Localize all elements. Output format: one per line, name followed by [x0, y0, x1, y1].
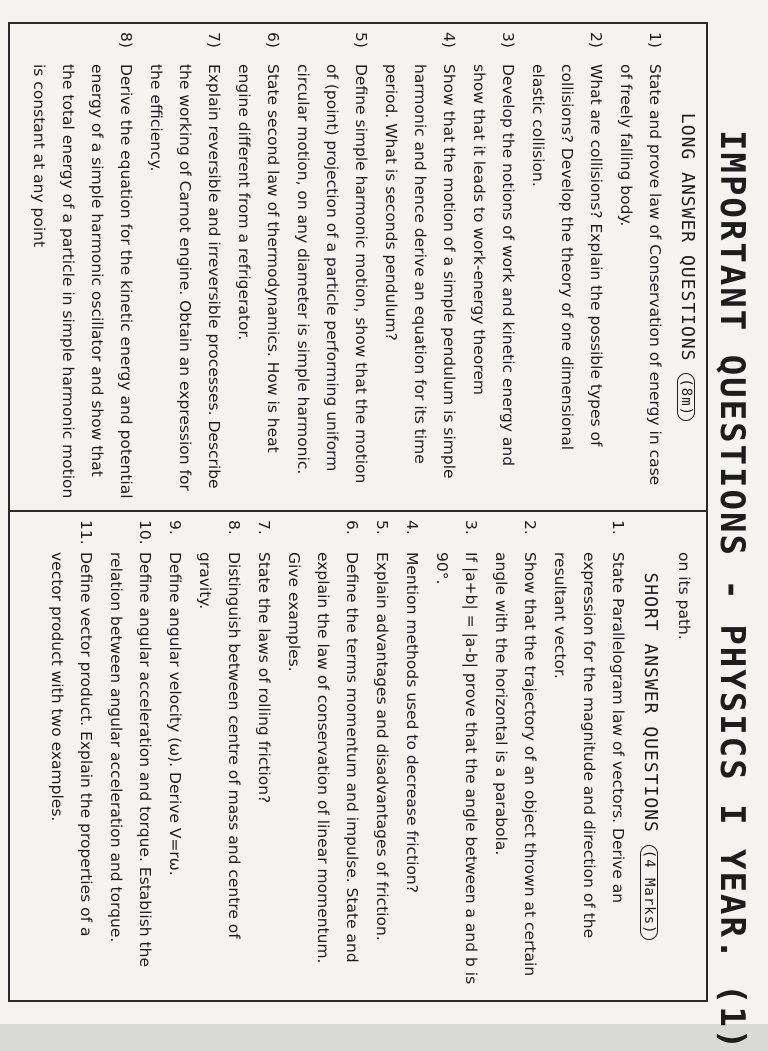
question-number: 1.	[609, 520, 627, 535]
question-text: Derive the equation for the kinetic energy and potential energy of a simple harmonic oscillator and show that the total energy of a particle in simple harmonic motion is constant at any point	[30, 64, 135, 499]
question-number: 7)	[205, 32, 223, 48]
question-number: 2)	[587, 32, 605, 48]
list-item	[464, 32, 522, 500]
question-text: Define simple harmonic motion, show that the motion of (point) projection of a particle performing uniform circular motion, on any diameter is simple harmonic.	[294, 64, 370, 484]
question-number: 10.	[136, 520, 154, 545]
question-number: 6.	[343, 520, 361, 535]
short-answer-marks-badge: (4 Marks)	[640, 845, 658, 940]
list-item	[42, 520, 100, 990]
question-text: Show that the motion of a simple pendulum is simple harmonic and hence derive an equation for its time period. What is seconds pendulum?	[382, 64, 458, 479]
long-answer-panel	[8, 22, 708, 512]
question-number: 3)	[499, 32, 517, 48]
question-text: State second law of thermodynamics. How is heat engine different from a refrigerator.	[235, 64, 282, 453]
list-item	[376, 32, 463, 500]
list-item	[190, 520, 248, 990]
question-text: Mention methods used to decrease friction?	[403, 552, 421, 893]
question-number: 8)	[117, 32, 135, 48]
question-text: Distinguish between centre of mass and centre of gravity.	[196, 552, 243, 939]
list-item	[141, 32, 228, 500]
continuation-text: on its path.	[675, 552, 693, 640]
question-number: 7.	[255, 520, 273, 535]
question-text: What are collisions? Explain the possible types of collisions? Develop the theory of one dimensional elastic collision.	[529, 64, 605, 451]
question-number: 9.	[166, 520, 184, 535]
list-item	[611, 32, 669, 500]
question-text: Define vector product. Explain the properties of a vector product with two examples.	[48, 552, 95, 937]
short-answer-panel	[8, 512, 708, 1002]
list-item	[523, 32, 610, 500]
question-number: 4.	[403, 520, 421, 535]
question-text: Explain advantages and disadvantages of friction.	[373, 552, 391, 941]
question-text: State and prove law of Conservation of energy in case of freely falling body.	[617, 64, 664, 486]
short-answer-list	[42, 512, 632, 1000]
list-item	[397, 520, 426, 990]
question-text: Explain reversible and irreversible processes. Describe the working of Carnot engine. Obtain an expression for the efficiency.	[147, 64, 223, 491]
list-item	[486, 520, 544, 990]
long-answer-marks-badge: (8m)	[677, 373, 695, 421]
question-text: Define angular acceleration and torque. Establish the relation between angular acceleration and torque.	[107, 552, 154, 967]
short-answer-heading	[640, 512, 661, 1000]
list-item	[101, 520, 159, 990]
question-text: Define the terms momentum and impulse. State and explain the law of conservation of linear momentum. Give examples.	[285, 552, 361, 964]
list-item	[229, 32, 287, 500]
question-text: State Parallelogram law of vectors. Derive an expression for the magnitude and direction of the resultant vector.	[551, 552, 627, 939]
question-number: 11.	[77, 520, 95, 545]
list-item	[24, 32, 140, 500]
list-item	[279, 520, 366, 990]
question-number: 4)	[440, 32, 458, 48]
list-item	[367, 520, 396, 990]
long-answer-heading-text: LONG ANSWER QUESTIONS	[677, 112, 698, 362]
list-item	[249, 520, 278, 990]
long-answer-list	[24, 24, 669, 510]
question-number: 1)	[646, 32, 664, 48]
question-number: 2.	[521, 520, 539, 535]
question-number: 5)	[352, 32, 370, 48]
question-number: 5.	[373, 520, 391, 535]
page-title: IMPORTANT QUESTIONS - PHYSICS I YEAR. (1)	[712, 130, 752, 1051]
question-text: If |a+b| = |a-b| prove that the angle between a and b is 90°.	[433, 552, 480, 985]
question-text: Develop the notions of work and kinetic energy and show that it leads to work-energy theorem	[470, 64, 517, 467]
question-text: State the laws of rolling friction?	[255, 552, 273, 804]
long-answer-heading	[677, 24, 698, 510]
list-item	[545, 520, 632, 990]
list-item	[160, 520, 189, 990]
short-answer-heading-text: SHORT ANSWER QUESTIONS	[640, 572, 661, 833]
question-text: Show that the trajectory of an object thrown at certain angle with the horizontal is a parabola.	[492, 552, 539, 977]
question-number: 6)	[264, 32, 282, 48]
question-number: 3.	[462, 520, 480, 535]
question-number: 8.	[225, 520, 243, 535]
question-text: Define angular velocity (ω). Derive V=rω.	[166, 552, 184, 876]
list-item	[427, 520, 485, 990]
list-item	[288, 32, 375, 500]
